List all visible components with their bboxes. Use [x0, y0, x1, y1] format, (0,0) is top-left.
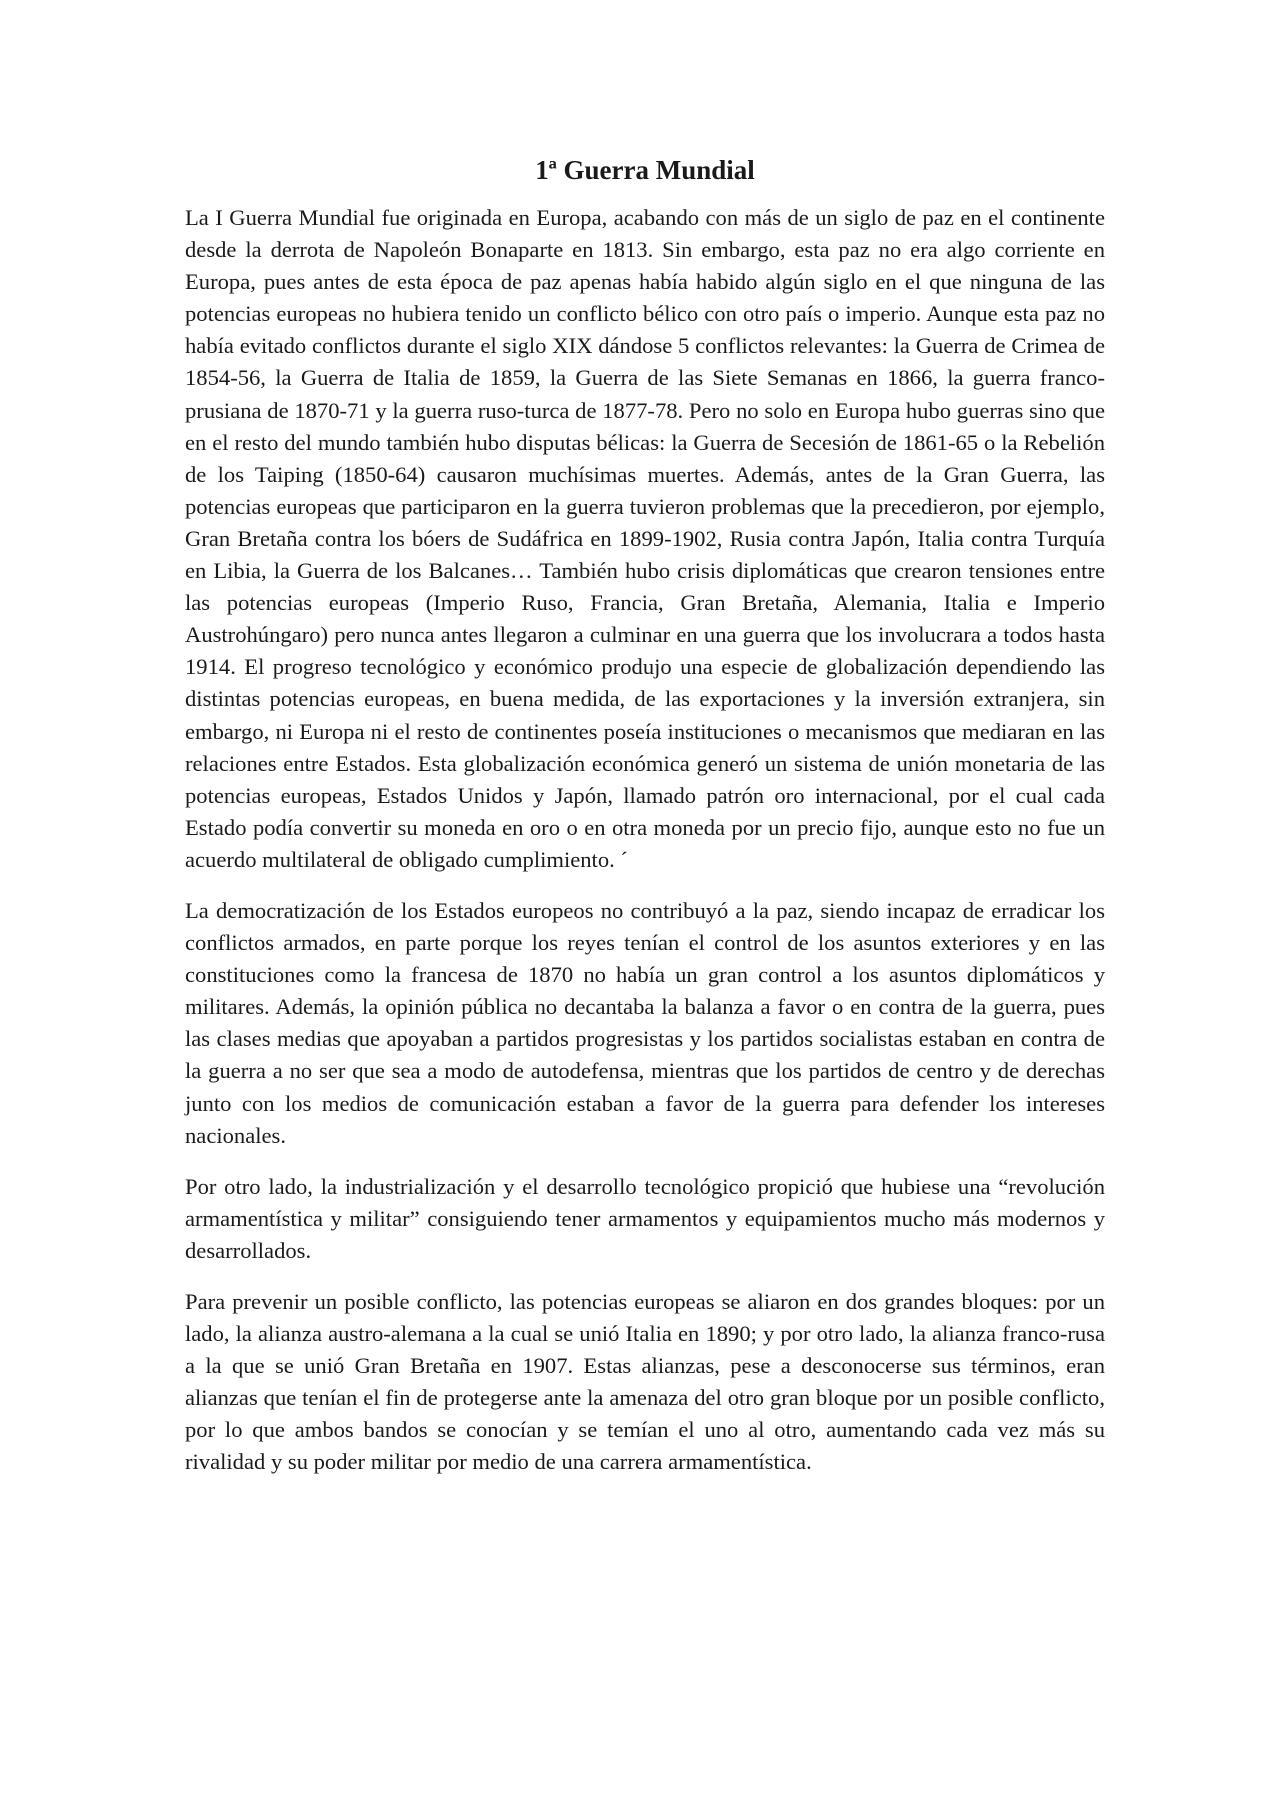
document-title: 1ª Guerra Mundial	[535, 155, 755, 185]
paragraph-2: La democratización de los Estados europeos no contribuyó a la paz, siendo incapaz de erradicar los conflictos armados, en parte porque los reyes tenían el control de los asuntos exteriores y en las constituciones como la francesa de 1870 no había un gran control a los asuntos diplomáticos y militares. Además, la opinión pública no decantaba la balanza a favor o en contra de la guerra, pues las clases medias que apoyaban a partidos progresistas y los partidos socialistas estaban en contra de la guerra a no ser que sea a modo de autodefensa, mientras que los partidos de centro y de derechas junto con los medios de comunicación estaban a favor de la guerra para defender los intereses nacionales.	[185, 897, 1105, 1148]
paragraph-1: La I Guerra Mundial fue originada en Europa, acabando con más de un siglo de paz en el continente desde la derrota de Napoleón Bonaparte en 1813. Sin embargo, esta paz no era algo corriente en Europa, pues antes de esta época de paz apenas había habido algún siglo en el que ninguna de las potencias europeas no hubiera tenido un conflicto bélico con otro país o imperio. Aunque esta paz no había evitado conflictos durante el siglo XIX dándose 5 conflictos relevantes: la Guerra de Crimea de 1854-56, la Guerra de Italia de 1859, la Guerra de las Siete Semanas en 1866, la guerra franco-prusiana de 1870-71 y la guerra ruso-turca de 1877-78. Pero no solo en Europa hubo guerras sino que en el resto del mundo también hubo disputas bélicas: la Guerra de Secesión de 1861-65 o la Rebelión de los Taiping (1850-64) causaron muchísimas muertes. Además, antes de la Gran Guerra, las potencias europeas que participaron en la guerra tuvieron problemas que la precedieron, por ejemplo, Gran Bretaña contra los bóers de Sudáfrica en 1899-1902, Rusia contra Japón, Italia contra Turquía en Libia, la Guerra de los Balcanes… También hubo crisis diplomáticas que crearon tensiones entre las potencias europeas (Imperio Ruso, Francia, Gran Bretaña, Alemania, Italia e Imperio Austrohúngaro) pero nunca antes llegaron a culminar en una guerra que los involucrara a todos hasta 1914. El progreso tecnológico y económico produjo una especie de globalización dependiendo las distintas potencias europeas, en buena medida, de las exportaciones y la inversión extranjera, sin embargo, ni Europa ni el resto de continentes poseía instituciones o mecanismos que mediaran en las relaciones entre Estados. Esta globalización económica generó un sistema de unión monetaria de las potencias europeas, Estados Unidos y Japón, llamado patrón oro internacional, por el cual cada Estado podía convertir su moneda en oro o en otra moneda por un precio fijo, aunque esto no fue un acuerdo multilateral de obligado cumplimiento. ´	[185, 205, 1105, 872]
paragraph-4: Para prevenir un posible conflicto, las potencias europeas se aliaron en dos grandes bloques: por un lado, la alianza austro-alemana a la cual se unió Italia en 1890; y por otro lado, la alianza franco-rusa a la que se unió Gran Bretaña en 1907. Estas alianzas, pese a desconocerse sus términos, eran alianzas que tenían el fin de protegerse ante la amenaza del otro gran bloque por un posible conflicto, por lo que ambos bandos se conocían y se temían el uno al otro, aumentando cada vez más su rivalidad y su poder militar por medio de una carrera armamentística.	[185, 1289, 1105, 1475]
paragraph-3: Por otro lado, la industrialización y el desarrollo tecnológico propició que hubiese una “revolución armamentística y militar” consiguiendo tener armamentos y equipamientos mucho más modernos y desarrollados.	[185, 1173, 1105, 1263]
document-body	[185, 152, 1105, 1498]
